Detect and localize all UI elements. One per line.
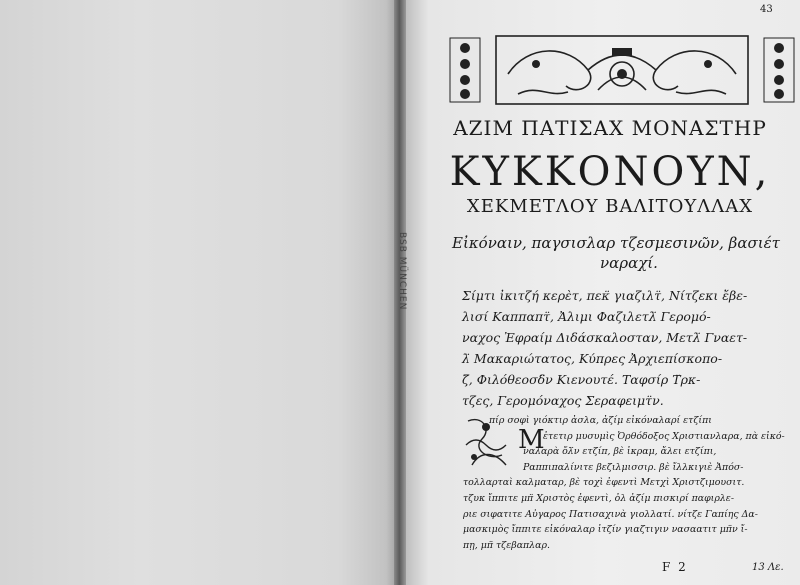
page-number: 43 bbox=[760, 4, 773, 15]
paragraph-line: μασκιμὸς ἴππιτε εἰκόναλαρ ἰτζίν γιαζτιγιν νασαατιτ μπ̈ν ἴ- bbox=[463, 524, 748, 536]
subtitle-line-2: ναραχί. bbox=[600, 254, 658, 272]
title-line-1: ΑΖΙΜ ΠΑΤΙΣΑΧ ΜΟΝΑΣΤΗΡ bbox=[453, 116, 767, 140]
intro-line: τζες, Γερομόναχος Σεραφειμτ̈ν. bbox=[462, 393, 664, 408]
title-line-2: ΚΥΚΚΟΝΟΥΝ, bbox=[449, 149, 771, 195]
drop-capital: Μ bbox=[518, 425, 545, 455]
paragraph-line: ριε σιφατιτε Αὐγαρος Πατισαχινὰ γιολλατί. νίτζε Γαπίης Δα- bbox=[463, 508, 758, 520]
catchword: 13 Λε. bbox=[752, 562, 784, 573]
intro-line: ζ̈, Φιλόθεοσδ̈ν Κιενουτέ. Ταφσίρ Τ̈ρκ- bbox=[462, 372, 701, 387]
signature-mark: F 2 bbox=[662, 560, 688, 574]
intro-text-block bbox=[462, 285, 794, 411]
intro-line: λ̈ Μακαριώτατος, Κύπρες Ἀρχιεπίσκοπο- bbox=[462, 351, 723, 366]
subtitle-line-1: Εἰκόναιν, παγσισλαρ τζεσμεσινῶν, βασιέτ bbox=[452, 234, 780, 252]
paragraph-line: τζυκ ἴππιτε μπ̈ Χριστὸς ἐφεντὶ, ὀλ ἀζίμ πισκιρί παφιρλε- bbox=[463, 492, 735, 504]
paragraph-line: ἐτετιρ μυσυμὶς Ὀρθόδοξος Χριστιανλαρα, πὰ εἰκό- bbox=[543, 430, 785, 442]
title-line-3: ΧΕΚΜΕΤΛΟΥ ΒΑΛΙΤΟΥΛΛΑΧ bbox=[466, 196, 754, 217]
paragraph-line: πῃ, μπ̈ τζεβαπλαρ. bbox=[463, 539, 550, 551]
paragraph-line: τολλαρταὶ καλματαρ, βὲ τοχὶ ἐφεντὶ Μετχὶ Χριστζιμουσιτ. bbox=[463, 477, 745, 489]
left-page-blank bbox=[0, 0, 398, 585]
ornamental-headpiece bbox=[448, 34, 796, 106]
paragraph-line: πίρ σοφὶ γιόκτιρ ἀσλα, ἀζίμ εἰκόναλαρί ετζίπι bbox=[489, 415, 712, 426]
library-stamp: BSB MÜNCHEN bbox=[397, 232, 407, 311]
intro-line: λισί Καππαπτ̈, Ἀλιμι Φαζιλετλ̈ Γερομό- bbox=[462, 309, 711, 324]
main-paragraph bbox=[463, 413, 795, 553]
intro-line: ναχος Ἐφραίμ Διδάσκαλοσταν, Μετλ̈ Γναετ- bbox=[462, 330, 748, 345]
intro-line: Σίμτι ἰκιτζή κερὲτ, πεκ̈ γιαζιλτ̈, Νίτζεκι ἔβε- bbox=[462, 288, 748, 303]
paragraph-line: Ραππιπαλίνιτε βεζιλμισσιρ. βὲ ἴλλκιγιὲ Ἀπόσ- bbox=[523, 461, 744, 473]
paragraph-line: ναλαρὰ ὄλ̈ν ετζίπ, βὲ ἰκραμ, ἄλει ετζίπι, bbox=[523, 446, 717, 458]
